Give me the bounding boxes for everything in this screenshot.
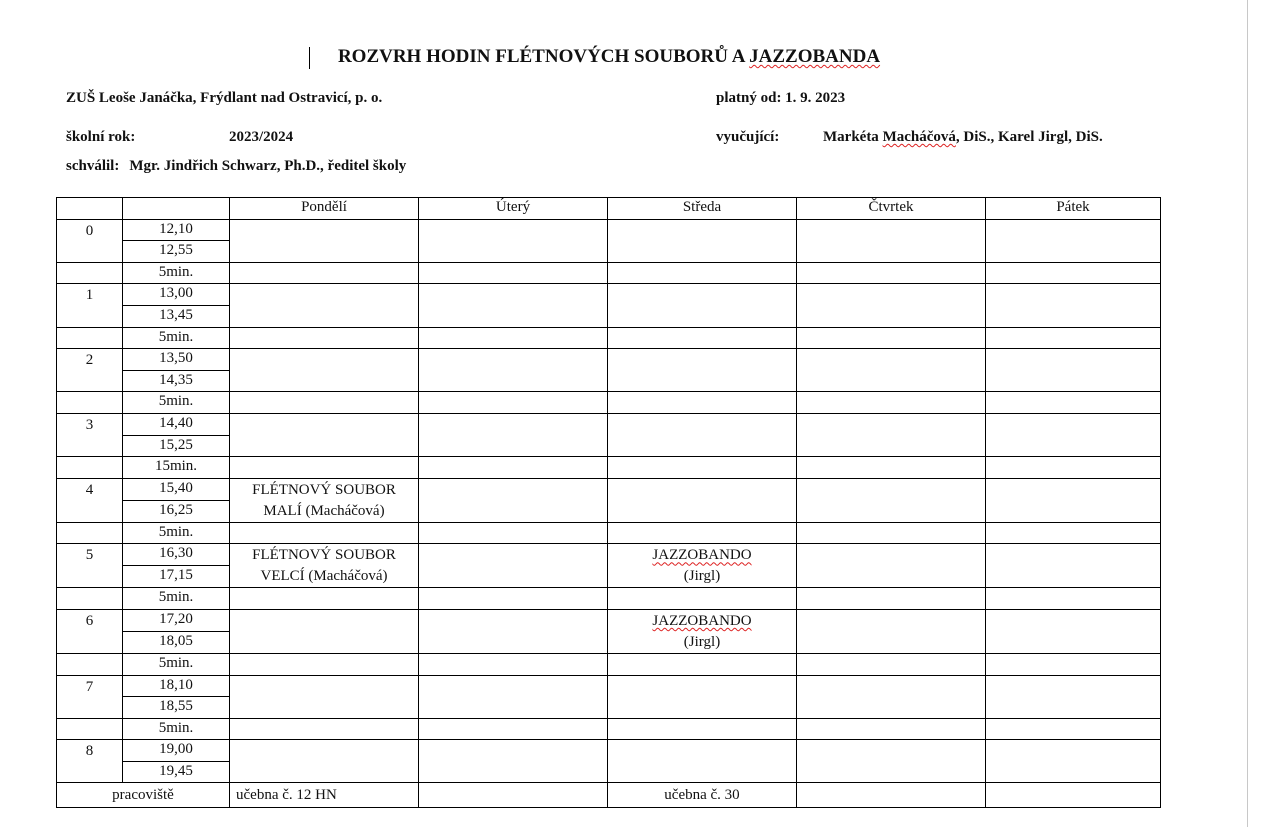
schedule-cell <box>986 219 1161 262</box>
school-name: ZUŠ Leoše Janáčka, Frýdlant nad Ostravicí, p. o. <box>66 90 383 106</box>
lesson-end-time: 17,15 <box>123 566 230 588</box>
lesson-number: 6 <box>57 609 123 653</box>
lesson-number: 4 <box>57 478 123 522</box>
schedule-cell <box>419 284 608 327</box>
school-year-label: školní rok: <box>66 129 136 145</box>
break-cell <box>419 522 608 544</box>
break-cell <box>230 457 419 479</box>
lesson-start-row <box>57 478 1161 500</box>
schedule-entry <box>230 544 419 588</box>
schedule-cell <box>230 609 419 653</box>
schedule-cell <box>608 219 797 262</box>
schedule-cell <box>608 740 797 783</box>
schedule-cell <box>797 609 986 653</box>
break-num-cell <box>57 392 123 414</box>
break-cell <box>986 718 1161 740</box>
schedule-cell <box>419 478 608 522</box>
break-cell <box>230 262 419 284</box>
break-cell <box>608 522 797 544</box>
break-num-cell <box>57 262 123 284</box>
lesson-start-row <box>57 544 1161 566</box>
lesson-end-time: 19,45 <box>123 761 230 783</box>
lesson-number: 8 <box>57 740 123 783</box>
lesson-start-row <box>57 284 1161 306</box>
schedule-cell <box>419 413 608 456</box>
break-cell <box>608 718 797 740</box>
entry-name: FLÉTNOVÝ SOUBOR <box>252 481 396 498</box>
break-row <box>57 457 1161 479</box>
lesson-start-time: 16,30 <box>123 544 230 566</box>
workplace-label: pracoviště <box>57 783 230 808</box>
lesson-number: 0 <box>57 219 123 262</box>
break-cell <box>797 392 986 414</box>
schedule-cell <box>797 284 986 327</box>
schedule-cell <box>986 349 1161 392</box>
break-cell <box>419 457 608 479</box>
lesson-start-time: 14,40 <box>123 413 230 435</box>
schedule-cell <box>419 675 608 718</box>
lesson-start-time: 12,10 <box>123 219 230 241</box>
break-cell <box>797 718 986 740</box>
lesson-end-time: 18,05 <box>123 631 230 653</box>
entry-name <box>608 545 796 566</box>
workplace-cell: učebna č. 12 HN <box>230 783 419 808</box>
schedule-cell <box>230 284 419 327</box>
schedule-cell <box>608 349 797 392</box>
break-cell <box>608 327 797 349</box>
schedule-entry <box>608 544 797 588</box>
break-cell <box>986 588 1161 610</box>
table-header-row <box>57 198 1161 220</box>
break-cell <box>608 392 797 414</box>
entry-detail: (Jirgl) <box>683 633 721 650</box>
header-cell-num <box>57 198 123 220</box>
schedule-cell <box>986 675 1161 718</box>
day-header: Čtvrtek <box>797 198 986 220</box>
break-length: 5min. <box>123 653 230 675</box>
break-cell <box>230 588 419 610</box>
schedule-cell <box>230 349 419 392</box>
break-cell <box>797 457 986 479</box>
lesson-end-time: 13,45 <box>123 305 230 327</box>
break-cell <box>797 653 986 675</box>
workplace-cell <box>986 783 1161 808</box>
lesson-start-row <box>57 349 1161 371</box>
break-num-cell <box>57 327 123 349</box>
lesson-start-time: 13,00 <box>123 284 230 306</box>
break-cell <box>986 522 1161 544</box>
schedule-cell <box>797 675 986 718</box>
break-num-cell <box>57 522 123 544</box>
break-cell <box>230 718 419 740</box>
approved-by: schválil: Mgr. Jindřich Schwarz, Ph.D., ředitel školy <box>66 158 407 174</box>
lesson-start-time: 13,50 <box>123 349 230 371</box>
break-row <box>57 588 1161 610</box>
spellcheck-word: JAZZOBANDA <box>749 46 881 67</box>
break-cell <box>608 262 797 284</box>
document-title: ROZVRH HODIN FLÉTNOVÝCH SOUBORŮ A JAZZOBANDA <box>337 46 881 67</box>
workplace-cell: učebna č. 30 <box>608 783 797 808</box>
break-cell <box>419 262 608 284</box>
lesson-start-time: 19,00 <box>123 740 230 762</box>
schedule-cell <box>419 544 608 588</box>
lesson-number: 1 <box>57 284 123 327</box>
header-cell-time <box>123 198 230 220</box>
schedule-cell <box>608 675 797 718</box>
lesson-start-row <box>57 740 1161 762</box>
break-length: 15min. <box>123 457 230 479</box>
break-num-cell <box>57 457 123 479</box>
schedule-cell <box>797 478 986 522</box>
break-length: 5min. <box>123 588 230 610</box>
teachers-label: vyučující: <box>716 129 780 145</box>
day-header: Pátek <box>986 198 1161 220</box>
lesson-number: 3 <box>57 413 123 456</box>
lesson-end-time: 12,55 <box>123 241 230 263</box>
break-cell <box>797 262 986 284</box>
lesson-number: 5 <box>57 544 123 588</box>
lesson-number: 7 <box>57 675 123 718</box>
schedule-cell <box>230 413 419 456</box>
schedule-cell <box>986 478 1161 522</box>
lesson-end-time: 15,25 <box>123 435 230 457</box>
schedule-cell <box>797 544 986 588</box>
timetable-body <box>57 198 1161 808</box>
break-length: 5min. <box>123 327 230 349</box>
break-cell <box>419 718 608 740</box>
teachers: Markéta Macháčová, DiS., Karel Jirgl, DiS. <box>823 129 1103 145</box>
lesson-start-time: 15,40 <box>123 478 230 500</box>
lesson-start-row <box>57 219 1161 241</box>
break-cell <box>608 653 797 675</box>
schedule-cell <box>230 219 419 262</box>
break-cell <box>230 392 419 414</box>
break-row <box>57 262 1161 284</box>
schedule-cell <box>797 740 986 783</box>
lesson-start-row <box>57 413 1161 435</box>
break-num-cell <box>57 718 123 740</box>
break-cell <box>419 588 608 610</box>
break-cell <box>797 327 986 349</box>
schedule-cell <box>419 219 608 262</box>
schedule-cell <box>608 284 797 327</box>
footer-row <box>57 783 1161 808</box>
break-cell <box>986 392 1161 414</box>
break-cell <box>419 392 608 414</box>
schedule-cell <box>419 609 608 653</box>
lesson-start-row <box>57 675 1161 697</box>
schedule-cell <box>230 675 419 718</box>
break-num-cell <box>57 588 123 610</box>
break-row <box>57 327 1161 349</box>
schedule-cell <box>986 740 1161 783</box>
break-row <box>57 522 1161 544</box>
break-cell <box>797 588 986 610</box>
schedule-cell <box>419 349 608 392</box>
workplace-cell <box>797 783 986 808</box>
schedule-cell <box>608 478 797 522</box>
lesson-end-time: 18,55 <box>123 697 230 719</box>
workplace-cell <box>419 783 608 808</box>
break-num-cell <box>57 653 123 675</box>
schedule-entry <box>230 478 419 522</box>
break-length: 5min. <box>123 522 230 544</box>
lesson-start-time: 18,10 <box>123 675 230 697</box>
break-cell <box>608 588 797 610</box>
lesson-start-time: 17,20 <box>123 609 230 631</box>
day-header: Pondělí <box>230 198 419 220</box>
lesson-start-row <box>57 609 1161 631</box>
break-cell <box>419 327 608 349</box>
page-edge <box>1247 0 1248 827</box>
break-cell <box>419 653 608 675</box>
entry-detail: MALÍ (Macháčová) <box>263 502 385 519</box>
schedule-cell <box>797 413 986 456</box>
entry-name: FLÉTNOVÝ SOUBOR <box>252 547 396 564</box>
schedule-cell <box>797 349 986 392</box>
day-header: Středa <box>608 198 797 220</box>
day-header: Úterý <box>419 198 608 220</box>
lesson-end-time: 16,25 <box>123 500 230 522</box>
spellcheck-word: JAZZOBANDO <box>652 612 752 629</box>
lesson-number: 2 <box>57 349 123 392</box>
break-cell <box>797 522 986 544</box>
break-cell <box>608 457 797 479</box>
break-row <box>57 392 1161 414</box>
break-length: 5min. <box>123 718 230 740</box>
schedule-cell <box>230 740 419 783</box>
schedule-cell <box>419 740 608 783</box>
entry-name <box>608 611 796 632</box>
spellcheck-word: JAZZOBANDO <box>652 547 752 564</box>
valid-from: platný od: 1. 9. 2023 <box>716 90 846 106</box>
schedule-cell <box>986 609 1161 653</box>
schedule-entry <box>608 609 797 653</box>
break-length: 5min. <box>123 392 230 414</box>
schedule-cell <box>986 284 1161 327</box>
break-cell <box>986 327 1161 349</box>
break-cell <box>230 653 419 675</box>
spellcheck-word: Macháčová <box>882 129 956 145</box>
entry-detail: (Jirgl) <box>683 568 721 585</box>
schedule-cell <box>986 544 1161 588</box>
break-cell <box>230 327 419 349</box>
entry-detail: VELCÍ (Macháčová) <box>260 568 388 585</box>
timetable <box>56 197 1161 808</box>
schedule-cell <box>986 413 1161 456</box>
schedule-cell <box>797 219 986 262</box>
break-cell <box>986 457 1161 479</box>
school-year: 2023/2024 <box>229 129 294 145</box>
break-cell <box>986 653 1161 675</box>
schedule-cell <box>608 413 797 456</box>
break-row <box>57 718 1161 740</box>
break-row <box>57 653 1161 675</box>
lesson-end-time: 14,35 <box>123 370 230 392</box>
break-length: 5min. <box>123 262 230 284</box>
break-cell <box>986 262 1161 284</box>
break-cell <box>230 522 419 544</box>
